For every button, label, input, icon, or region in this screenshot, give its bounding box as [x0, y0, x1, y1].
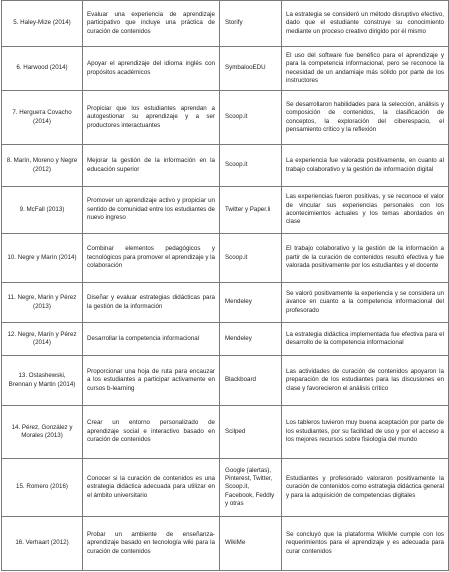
- author-cell: 10. Negre y Marín (2014): [2, 234, 83, 283]
- author-cell: 15. Romero (2016): [2, 459, 83, 517]
- table-row: [2, 234, 449, 283]
- table-row: [2, 1, 449, 47]
- result-cell: El trabajo colaborativo y la gestión de la información a partir de la curación de contenidos resultó efectiva y fue valorada positivamente por los estudiantes y el docente: [282, 234, 449, 283]
- result-cell: Se valoró positivamente la experiencia y se considera un avance en cuanto a la competencia informacional del profesorado: [282, 283, 449, 323]
- objective-cell: Probar un ambiente de enseñanza-aprendizaje basado en tecnología wiki para la curación de contenidos: [83, 517, 220, 571]
- objective-cell: Promover un aprendizaje activo y propiciar un sentido de comunidad entre los estudiantes de nuevo ingreso: [83, 187, 220, 234]
- tool-cell: Scoop.it: [220, 145, 282, 187]
- table-body: [2, 1, 449, 571]
- author-cell: 9. McFall (2013): [2, 187, 83, 234]
- objective-cell: Propiciar que los estudiantes aprendan a autogestionar su aprendizaje y a ser productores interactuantes: [83, 91, 220, 145]
- objective-cell: Diseñar y evaluar estrategias didácticas para la gestión de la información: [83, 283, 220, 323]
- author-cell: 12. Negre, Marín y Pérez (2014): [2, 323, 83, 356]
- author-cell: 13. Ostashewski, Brennan y Martin (2014): [2, 356, 83, 406]
- tool-cell: Mendeley: [220, 323, 282, 356]
- literature-review-table: [1, 0, 449, 571]
- author-cell: 11. Negre, Marín y Pérez (2013): [2, 283, 83, 323]
- result-cell: Se desarrollaron habilidades para la selección, análisis y composición de contenidos, la clasificación de conceptos, la exploración del ciberespacio, el pensamiento crítico y la reflexión: [282, 91, 449, 145]
- objective-cell: Conocer si la curación de contenidos es una estrategia didáctica adecuada para utilizar en el ámbito universitario: [83, 459, 220, 517]
- tool-cell: WikiMe: [220, 517, 282, 571]
- table-row: [2, 406, 449, 459]
- result-cell: La estrategia didáctica implementada fue efectiva para el desarrollo de la competencia informacional: [282, 323, 449, 356]
- author-cell: 8. Marín, Moreno y Negre (2012): [2, 145, 83, 187]
- tool-cell: Twitter y Paper.li: [220, 187, 282, 234]
- objective-cell: Evaluar una experiencia de aprendizaje participativo que incluye una práctica de curación de contenidos: [83, 1, 220, 47]
- table-row: [2, 517, 449, 571]
- table-row: [2, 459, 449, 517]
- result-cell: La experiencia fue valorada positivamente, en cuanto al trabajo colaborativo y la gestión de información digital: [282, 145, 449, 187]
- table-row: [2, 187, 449, 234]
- table-row: [2, 47, 449, 91]
- author-cell: 6. Harwood (2014): [2, 47, 83, 91]
- objective-cell: Crear un entorno personalizado de aprendizaje social e interactivo basado en curación de contenidos: [83, 406, 220, 459]
- tool-cell: Storify: [220, 1, 282, 47]
- result-cell: Las actividades de curación de contenidos apoyaron la preparación de los estudiantes para las discusiones en clase y favorecieron el análisis crítico: [282, 356, 449, 406]
- result-cell: Se concluyó que la plataforma WikiMe cumple con los requerimientos para el aprendizaje y es adecuada para curar contenidos: [282, 517, 449, 571]
- objective-cell: Desarrollar la competencia informacional: [83, 323, 220, 356]
- tool-cell: Scilped: [220, 406, 282, 459]
- table-row: [2, 145, 449, 187]
- result-cell: Estudiantes y profesorado valoraron positivamente la curación de contenidos como estrategia didáctica general y para la adquisición de competencias digitales: [282, 459, 449, 517]
- result-cell: Las experiencias fueron positivas, y se reconoce el valor de vincular sus experiencias personales con los acontecimientos actuales y los temas abordados en clase: [282, 187, 449, 234]
- table-row: [2, 283, 449, 323]
- result-cell: El uso del software fue benéfico para el aprendizaje y para la competencia informacional, pero se reconoce la necesidad de un andamiaje más sólido por parte de los instructores: [282, 47, 449, 91]
- author-cell: 16. Verhaart (2012): [2, 517, 83, 571]
- tool-cell: Scoop.it: [220, 234, 282, 283]
- author-cell: 14. Pérez, González y Morales (2013): [2, 406, 83, 459]
- table-row: [2, 91, 449, 145]
- tool-cell: Blackboard: [220, 356, 282, 406]
- tool-cell: Google (alertas), Pinterest, Twitter, Scoop.it, Facebook, Feddly y otras: [220, 459, 282, 517]
- objective-cell: Proporcionar una hoja de ruta para encauzar a los estudiantes a participar activamente en cursos b-learning: [83, 356, 220, 406]
- author-cell: 5. Haley-Mize (2014): [2, 1, 83, 47]
- objective-cell: Combinar elementos pedagógicos y tecnológicos para promover el aprendizaje y la colaboración: [83, 234, 220, 283]
- tool-cell: Mendeley: [220, 283, 282, 323]
- objective-cell: Mejorar la gestión de la información en la educación superior: [83, 145, 220, 187]
- tool-cell: Scoop.it: [220, 91, 282, 145]
- result-cell: Los tableros tuvieron muy buena aceptación por parte de los estudiantes, por su facilidad de uso y por el acceso a los mejores recursos sobre fisiología del mundo: [282, 406, 449, 459]
- result-cell: La estrategia se consideró un método disruptivo efectivo, dado que el estudiante construye su conocimiento mediante un proceso creativo dirigido por él mismo: [282, 1, 449, 47]
- table-row: [2, 323, 449, 356]
- tool-cell: SymbalooEDU: [220, 47, 282, 91]
- table-row: [2, 356, 449, 406]
- objective-cell: Apoyar el aprendizaje del idioma inglés con propósitos académicos: [83, 47, 220, 91]
- author-cell: 7. Herguета Covacho (2014): [2, 91, 83, 145]
